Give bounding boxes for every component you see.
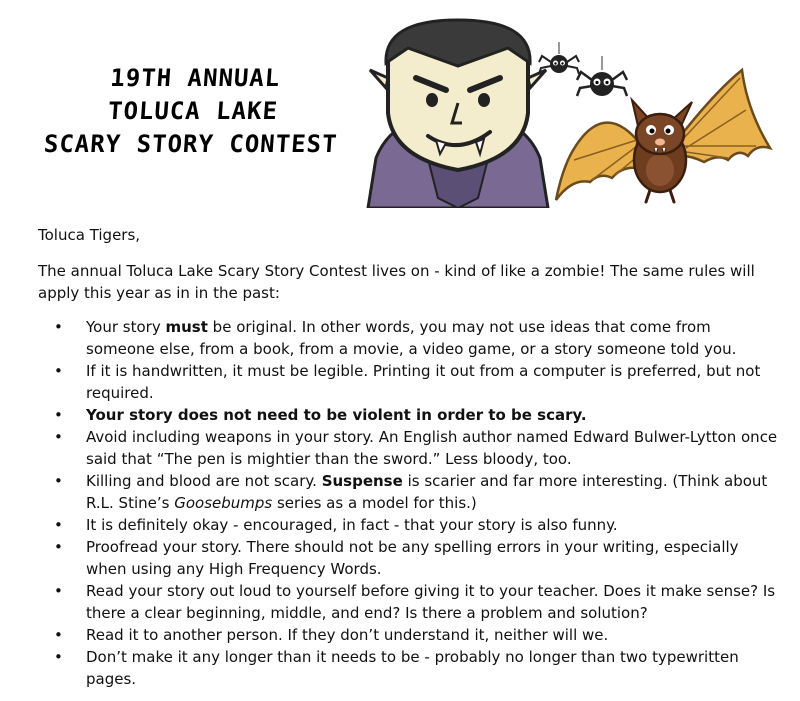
title-line: SCARY STORY CONTEST [42, 130, 339, 158]
rule-item [38, 426, 778, 470]
rule-text: If it is handwritten, it must be legible. Printing it out from a computer is preferred, but not required. [86, 362, 761, 402]
rule-item [38, 470, 778, 514]
rule-text: Your story [86, 318, 166, 336]
rule-text: Killing and blood are not scary. [86, 472, 322, 490]
rule-text: Read it to another person. If they don’t understand it, neither will we. [86, 626, 609, 644]
rule-text: must [165, 318, 208, 336]
title-line: 19TH ANNUAL [109, 64, 282, 92]
rule-item [38, 404, 778, 426]
rule-item [38, 316, 778, 360]
rule-text: It is definitely okay - encouraged, in fact - that your story is also funny. [86, 516, 618, 534]
rule-text: series as a model for this.) [272, 494, 477, 512]
rule-text: Proofread your story. There should not be any spelling errors in your writing, especially when using any High Frequency Words. [86, 538, 739, 578]
rules-list [38, 316, 778, 690]
rule-text: is scarier and far more interesting. (Think about R.L. Stine’s [86, 472, 768, 512]
rule-text: Avoid including weapons in your story. An English author named Edward Bulwer-Lytton once said that “The pen is mightier than the sword.” Less bloody, too. [86, 428, 778, 468]
rule-text: Suspense [321, 472, 403, 490]
intro-paragraph: The annual Toluca Lake Scary Story Contest lives on - kind of like a zombie! The same rules will apply this year as in in the past: [38, 262, 755, 302]
rule-text: Your story does not need to be violent in order to be scary. [86, 406, 587, 424]
rule-item [38, 624, 778, 646]
rule-item [38, 536, 778, 580]
rule-text: Read your story out loud to yourself before giving it to your teacher. Does it make sense? Is there a clear beginning, middle, and end? Is there a problem and solution? [86, 582, 776, 622]
vampire-illustration [358, 8, 558, 208]
greeting: Toluca Tigers, [38, 226, 141, 244]
rule-item [38, 580, 778, 624]
rule-text: Goosebumps [174, 494, 273, 512]
letter-body [38, 224, 778, 690]
rule-item [38, 360, 778, 404]
rule-item [38, 646, 778, 690]
contest-title [25, 62, 362, 161]
rule-item [38, 514, 778, 536]
title-line: TOLUCA LAKE [107, 97, 279, 125]
rule-text: be original. In other words, you may not use ideas that come from someone else, from a book, from a movie, a video game, or a story someone told you. [86, 318, 737, 358]
bat-illustration [542, 60, 782, 210]
rule-text: Don’t make it any longer than it needs to be - probably no longer than two typewritten pages. [86, 648, 739, 688]
